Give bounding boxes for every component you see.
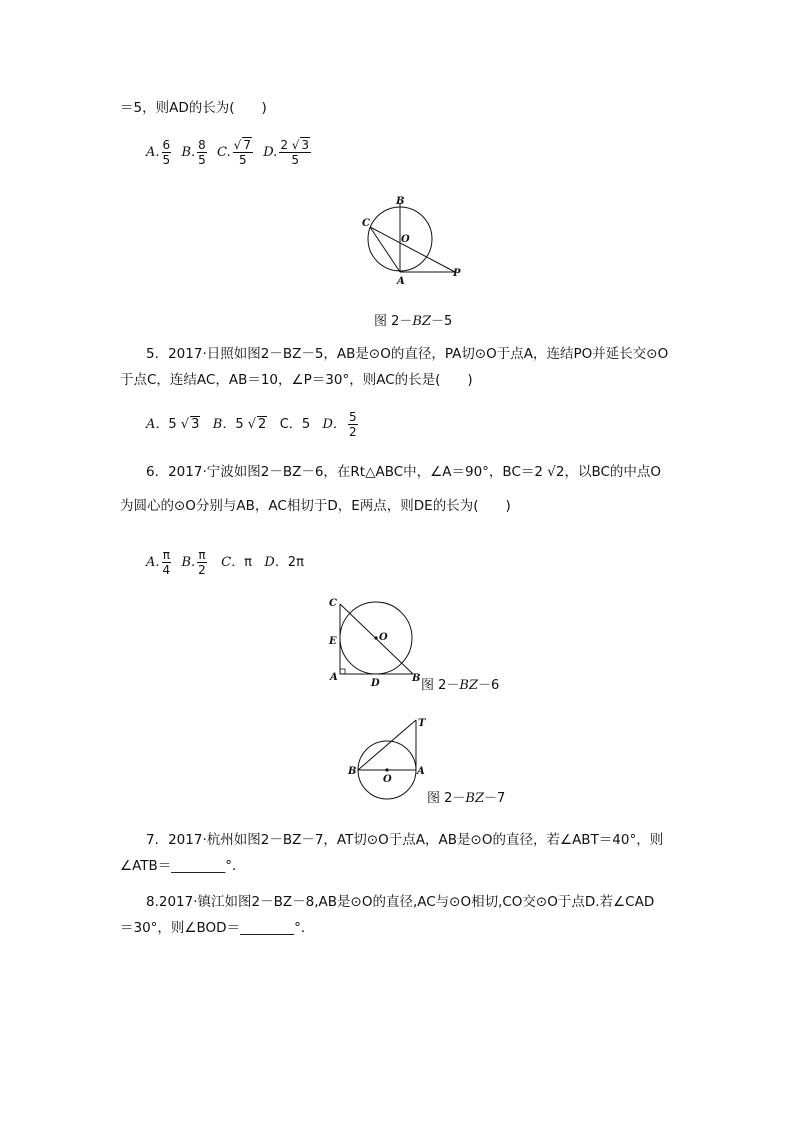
center-o-dot	[374, 636, 377, 639]
point-label-d: D	[371, 678, 380, 688]
q8-line-2: ＝30°，则∠BOD＝________°．	[120, 920, 315, 936]
q4-option-d-fraction: $\frac{2 √ 3}{5}$	[280, 138, 310, 167]
q4-option-a-fraction: $\frac{6}{5}$	[162, 138, 171, 167]
q6-option-d-label: D．	[264, 555, 288, 570]
q6-option-b-label: B.	[181, 555, 196, 570]
point-label-a: A	[330, 672, 338, 683]
right-angle-mark	[340, 669, 345, 674]
point-label-o: O	[379, 632, 388, 643]
point-label-e: E	[329, 636, 337, 647]
figure-2-bz-5-caption: 图 2－BZ－5	[374, 314, 453, 329]
figure-2-bz-5	[355, 192, 470, 287]
figure-2-bz-7-caption: 图 2－BZ－7	[427, 791, 506, 806]
point-label-p: P	[453, 268, 461, 279]
point-label-o: O	[401, 234, 410, 245]
q4-option-c-label: C.	[217, 145, 231, 160]
q8-line-1: 8.2017·镇江如图2－BZ－8,AB是⊙O的直径,AC与⊙O相切,CO交⊙O于点D.若∠CAD	[146, 894, 655, 910]
point-label-a: A	[417, 766, 425, 777]
q5-option-b-label: B．	[212, 417, 236, 432]
q4-options	[146, 138, 313, 167]
q5-options: A．5 √ 3 B．5 √ 2 C．5 D． $\frac{5}{2}$	[146, 410, 357, 439]
q4-option-d-label: D.	[263, 145, 278, 160]
q7-line-2: ∠ATB＝________°．	[120, 858, 246, 874]
q6-line-2: 为圆心的⊙O分别与AB，AC相切于D，E两点，则DE的长为( )	[120, 498, 511, 514]
q7-line-1: 7．2017·杭州如图2－BZ－7，AT切⊙O于点A，AB是⊙O的直径，若∠ABT＝40°，则	[146, 832, 664, 848]
q6-option-a-label: A.	[146, 555, 160, 570]
point-label-o: O	[383, 774, 392, 785]
figure-2-bz-6-caption: 图 2－BZ－6	[421, 678, 500, 693]
q4-option-b-label: B.	[181, 145, 196, 160]
figure-2-bz-7	[345, 712, 435, 804]
q4-stem-tail: ＝5，则AD的长为( )	[120, 100, 267, 116]
q4-option-a-label: A.	[146, 145, 160, 160]
point-label-c: C	[362, 218, 370, 229]
q6-option-c-label: C．	[221, 555, 245, 570]
q6-options: A. $\frac{\pi}{4}$ B. $\frac{\pi}{2}$ C．π D．2π	[146, 548, 304, 577]
q5-line-1: 5．2017·日照如图2－BZ－5，AB是⊙O的直径，PA切⊙O于点A，连结PO并延长交⊙O	[146, 346, 669, 362]
point-label-b: B	[412, 673, 421, 684]
point-label-b: B	[348, 766, 357, 777]
figure-2-bz-6	[325, 596, 425, 688]
center-o-dot	[385, 768, 388, 771]
point-label-c: C	[329, 598, 337, 609]
point-label-t: T	[418, 718, 426, 729]
segment-cp	[370, 227, 455, 272]
point-label-a: A	[397, 276, 405, 287]
q4-option-b-fraction: $\frac{8}{5}$	[198, 138, 206, 167]
q5-option-c-label: C．	[279, 417, 302, 432]
segment-bt	[358, 720, 416, 770]
q5-option-d-label: D．	[322, 417, 346, 432]
q6-line-1: 6．2017·宁波如图2－BZ－6，在Rt△ABC中，∠A＝90°，BC＝2 √2，以BC的中点O	[146, 464, 662, 480]
point-label-b: B	[396, 196, 405, 207]
q6-option-b-fraction: $\frac{\pi}{2}$	[198, 548, 206, 577]
q4-option-c-fraction: $\frac{√ 7}{5}$	[233, 138, 251, 167]
q5-line-2: 于点C，连结AC，AB＝10，∠P＝30°，则AC的长是( )	[120, 372, 473, 388]
q5-option-a-label: A．	[146, 417, 169, 432]
q5-option-d-fraction: $\frac{5}{2}$	[348, 410, 357, 439]
q6-option-a-fraction: $\frac{\pi}{4}$	[162, 548, 171, 577]
segment-ac	[370, 227, 400, 272]
